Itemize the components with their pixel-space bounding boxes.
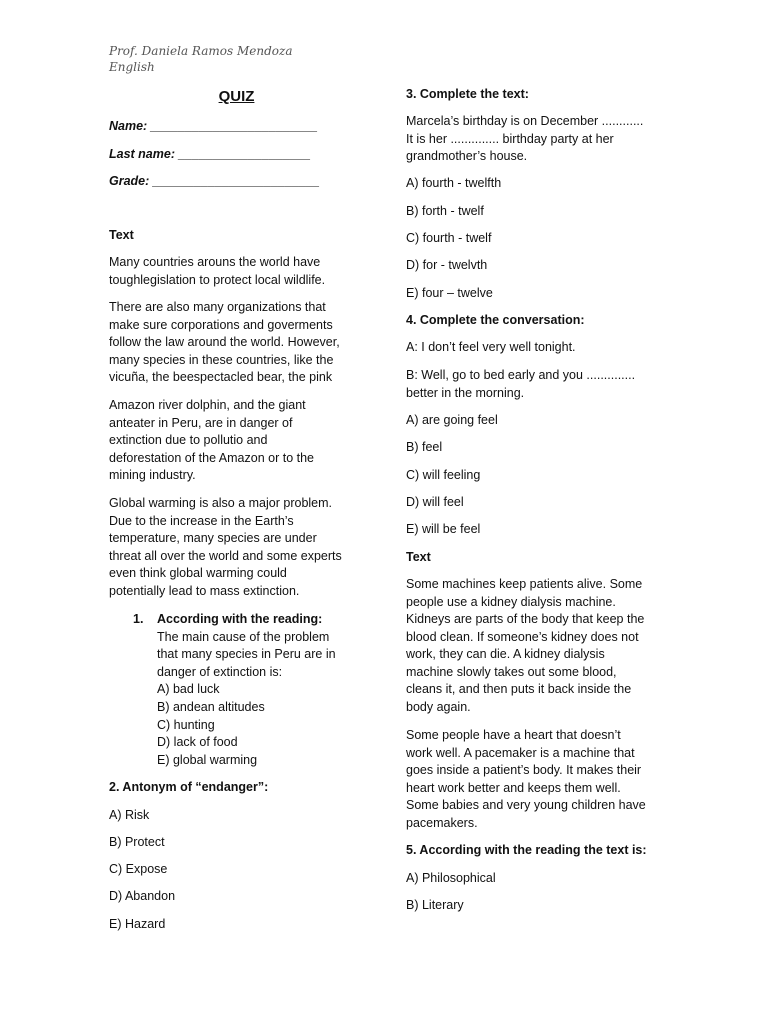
question-2-title: 2. Antonym of “endanger”: [109, 780, 269, 794]
text-line: people use a kidney dialysis machine. [406, 594, 616, 609]
text-line: Amazon river dolphin, and the giant [109, 398, 306, 412]
option-b: B) andean altitudes [157, 699, 265, 714]
text-line: many species in these countries, like the [109, 352, 334, 367]
text-line: There are also many organizations that [109, 300, 326, 314]
text-line: Due to the increase in the Earth’s [109, 513, 294, 528]
text-line: mining industry. [109, 468, 196, 482]
text-line: follow the law around the world. However, [109, 335, 340, 349]
option-d: D) for - twelvth [406, 258, 488, 272]
option-c: C) hunting [157, 717, 215, 732]
question-line: It is her .............. birthday party at her [406, 131, 614, 146]
option-b: B) Protect [109, 835, 165, 849]
option-d: D) Abandon [109, 889, 176, 903]
conversation-line-b [406, 367, 676, 402]
text-line: blood clean. If someone’s kidney does not [406, 629, 639, 644]
text-line: potentially lead to mass extinction. [109, 583, 300, 598]
text1-heading: Text [109, 228, 134, 242]
text1-paragraph-3 [109, 397, 369, 485]
question-body [157, 611, 367, 769]
text-line: Many countries arouns the world have [109, 255, 321, 269]
teacher-name: Prof. Daniela Ramos Mendoza [109, 44, 293, 58]
text-line: make sure corporations and goverments [109, 317, 333, 332]
text-line: cleans it, and then puts it back inside the [406, 682, 632, 696]
text-line: extinction due to pollutio and [109, 433, 268, 447]
option-b: B) forth - twelf [406, 204, 484, 218]
option-a: A) Risk [109, 808, 150, 822]
option-b: B) feel [406, 440, 443, 454]
option-a: A) are going feel [406, 413, 498, 427]
text-line: even think global warming could [109, 566, 287, 580]
option-b: B) Literary [406, 898, 464, 912]
text-line: work, they can die. A kidney dialysis [406, 647, 605, 661]
text-line: Kidneys are parts of the body that keep the [406, 612, 645, 626]
question-line: danger of extinction is: [157, 664, 283, 679]
text-line: threat all over the world and some experts [109, 548, 342, 563]
question-3-text [406, 113, 676, 166]
question-title: According with the reading: [157, 612, 323, 626]
text-line: work well. A pacemaker is a machine that [406, 745, 635, 760]
text-line: heart work better and keeps them well. [406, 780, 621, 795]
option-c: C) fourth - twelf [406, 231, 492, 245]
text-line: body again. [406, 699, 471, 714]
text1-paragraph-4 [109, 495, 369, 600]
option-e: E) Hazard [109, 917, 166, 931]
text2-paragraph-1 [406, 576, 676, 716]
option-c: C) Expose [109, 862, 168, 876]
option-e: E) four – twelve [406, 286, 493, 300]
text-line: machine slowly takes out some blood, [406, 664, 617, 679]
text2-heading: Text [406, 550, 431, 564]
option-a: A) bad luck [157, 682, 220, 697]
text-line: pacemakers. [406, 815, 478, 830]
quiz-title: QUIZ [218, 88, 255, 105]
text1-paragraph-1 [109, 254, 369, 289]
grade-field: Grade: ________________________ [109, 174, 320, 188]
option-e: E) global warming [157, 752, 258, 767]
option-a: A) Philosophical [406, 871, 496, 885]
text2-paragraph-2 [406, 727, 676, 832]
text-line: Some people have a heart that doesn’t [406, 728, 621, 742]
question-line: grandmother’s house. [406, 149, 528, 163]
text1-paragraph-2 [109, 299, 369, 387]
option-d: D) lack of food [157, 735, 238, 750]
text-line: Some machines keep patients alive. Some [406, 577, 643, 591]
text-line: deforestation of the Amazon or to the [109, 450, 314, 465]
question-line: Marcela’s birthday is on December ............ [406, 114, 644, 128]
text-line: toughlegislation to protect local wildlife. [109, 272, 326, 287]
name-field: Name: ________________________ [109, 119, 318, 133]
text-line: temperature, many species are under [109, 531, 317, 545]
subject-name: English [109, 60, 155, 74]
option-e: E) will be feel [406, 522, 481, 536]
question-3-title: 3. Complete the text: [406, 87, 529, 101]
question-number: 1. [133, 612, 144, 626]
question-line: B: Well, go to bed early and you .............. [406, 368, 636, 382]
option-a: A) fourth - twelfth [406, 176, 502, 190]
conversation-line-a: A: I don’t feel very well tonight. [406, 340, 576, 354]
text-line: Some babies and very young children have [406, 798, 646, 812]
text-line: Global warming is also a major problem. [109, 496, 333, 510]
page-header [109, 43, 292, 75]
question-line: that many species in Peru are in [157, 647, 336, 662]
option-c: C) will feeling [406, 468, 481, 482]
question-5-title: 5. According with the reading the text is: [406, 843, 647, 857]
text-line: anteater in Peru, are in danger of [109, 415, 293, 430]
question-line: better in the morning. [406, 385, 525, 400]
question-4-title: 4. Complete the conversation: [406, 313, 585, 327]
text-line: vicuña, the beespectacled bear, the pink [109, 370, 333, 384]
last-name-field: Last name: ___________________ [109, 147, 311, 161]
option-d: D) will feel [406, 495, 464, 509]
question-line: The main cause of the problem [157, 629, 330, 644]
text-line: goes inside a patient’s body. It makes their [406, 763, 642, 777]
